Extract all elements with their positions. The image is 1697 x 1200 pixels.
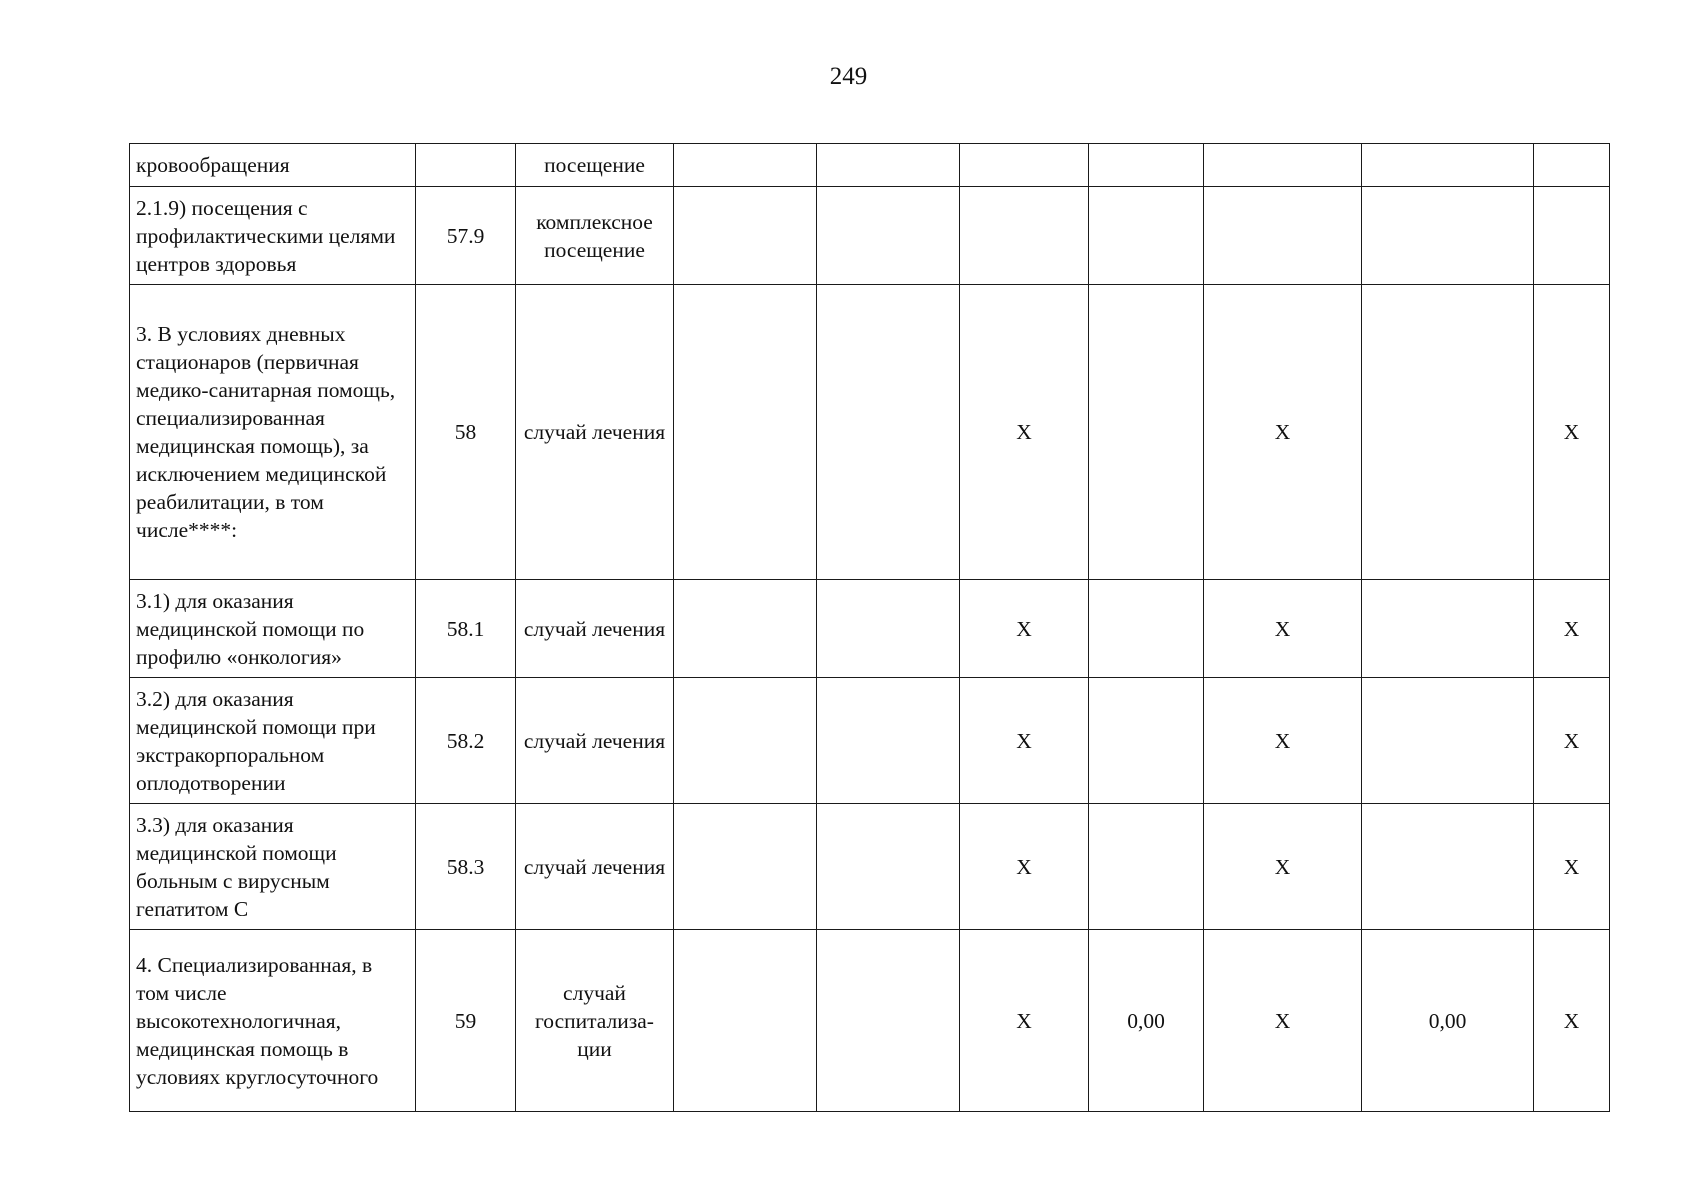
table-row bbox=[130, 930, 1610, 1112]
row-number-cell bbox=[416, 804, 516, 930]
value: X bbox=[1563, 1008, 1580, 1033]
value: X bbox=[1274, 1008, 1291, 1033]
value-cell bbox=[960, 678, 1089, 804]
table-row bbox=[130, 580, 1610, 678]
row-unit-cell bbox=[516, 804, 674, 930]
value-cell bbox=[1534, 804, 1610, 930]
row-name-cell bbox=[130, 187, 416, 285]
value-cell bbox=[817, 580, 960, 678]
value-cell bbox=[817, 678, 960, 804]
value-cell bbox=[674, 580, 817, 678]
row-name: 2.1.9) посещения с профилактическими целями центров здоровья bbox=[136, 195, 396, 276]
row-name: 3.3) для оказания медицинской помощи больным с вирусным гепатитом С bbox=[136, 812, 337, 921]
value-cell bbox=[817, 285, 960, 580]
table-body bbox=[130, 144, 1610, 1112]
value-cell bbox=[960, 187, 1089, 285]
row-unit-cell bbox=[516, 187, 674, 285]
row-number-cell bbox=[416, 580, 516, 678]
table-row bbox=[130, 804, 1610, 930]
value-cell bbox=[1204, 678, 1362, 804]
row-unit: случай лечения bbox=[523, 420, 666, 444]
value: X bbox=[1563, 420, 1580, 444]
value-cell bbox=[1362, 678, 1534, 804]
row-number-cell bbox=[416, 930, 516, 1112]
value-cell bbox=[1534, 580, 1610, 678]
row-name: 3.1) для оказания медицинской помощи по профилю «онкология» bbox=[136, 588, 365, 669]
value-cell bbox=[1089, 930, 1204, 1112]
value-cell bbox=[817, 144, 960, 187]
row-number: 57.9 bbox=[446, 223, 485, 248]
value-cell bbox=[1089, 187, 1204, 285]
value-cell bbox=[960, 804, 1089, 930]
value-cell bbox=[960, 144, 1089, 187]
value: X bbox=[1274, 854, 1291, 879]
value-cell bbox=[1362, 187, 1534, 285]
value-cell bbox=[1534, 187, 1610, 285]
row-number: 58.2 bbox=[446, 728, 485, 753]
value-cell bbox=[1204, 804, 1362, 930]
value: 0,00 bbox=[1428, 1008, 1467, 1033]
value: 0,00 bbox=[1127, 1008, 1165, 1033]
value-cell bbox=[1089, 580, 1204, 678]
row-unit-cell bbox=[516, 678, 674, 804]
value-cell bbox=[1534, 144, 1610, 187]
value: X bbox=[1016, 420, 1032, 444]
value-cell bbox=[960, 285, 1089, 580]
value-cell bbox=[1204, 285, 1362, 580]
row-number: 59 bbox=[454, 1008, 477, 1033]
value-cell bbox=[674, 804, 817, 930]
value-cell bbox=[674, 285, 817, 580]
value-cell bbox=[674, 187, 817, 285]
row-name: 3.2) для оказания медицинской помощи при экстракорпоральном оплодотворении bbox=[136, 686, 376, 795]
row-number-cell bbox=[416, 285, 516, 580]
value: X bbox=[1563, 616, 1580, 641]
value-cell bbox=[674, 144, 817, 187]
value-cell bbox=[1534, 678, 1610, 804]
page-number: 249 bbox=[829, 63, 868, 90]
row-unit-cell bbox=[516, 285, 674, 580]
value-cell bbox=[1204, 930, 1362, 1112]
budget-table bbox=[129, 143, 1610, 1112]
row-unit: случай лечения bbox=[523, 728, 666, 753]
value: X bbox=[1563, 854, 1580, 879]
row-name-cell bbox=[130, 285, 416, 580]
value-cell bbox=[1089, 285, 1204, 580]
row-unit: случай лечения bbox=[523, 616, 666, 641]
row-name-cell bbox=[130, 678, 416, 804]
value-cell bbox=[1089, 144, 1204, 187]
value: X bbox=[1563, 728, 1580, 753]
row-unit-cell bbox=[516, 580, 674, 678]
row-unit: посещение bbox=[544, 153, 645, 177]
value-cell bbox=[1204, 580, 1362, 678]
value-cell bbox=[1534, 285, 1610, 580]
value-cell bbox=[1089, 678, 1204, 804]
value-cell bbox=[674, 678, 817, 804]
value: X bbox=[1016, 1008, 1032, 1033]
value-cell bbox=[1089, 804, 1204, 930]
row-name-cell bbox=[130, 580, 416, 678]
value-cell bbox=[1362, 930, 1534, 1112]
row-name-cell bbox=[130, 144, 416, 187]
value-cell bbox=[1362, 804, 1534, 930]
table-row bbox=[130, 678, 1610, 804]
row-unit: случай госпитализа-ции bbox=[535, 980, 654, 1061]
value-cell bbox=[674, 930, 817, 1112]
value-cell bbox=[1534, 930, 1610, 1112]
table-row bbox=[130, 187, 1610, 285]
value-cell bbox=[1204, 187, 1362, 285]
table-row bbox=[130, 144, 1610, 187]
value: X bbox=[1274, 420, 1291, 444]
row-name-cell bbox=[130, 930, 416, 1112]
value-cell bbox=[960, 930, 1089, 1112]
value-cell bbox=[1362, 144, 1534, 187]
value-cell bbox=[960, 580, 1089, 678]
row-name-cell bbox=[130, 804, 416, 930]
value: X bbox=[1016, 616, 1032, 641]
row-name: кровообращения bbox=[136, 153, 290, 177]
row-unit-cell bbox=[516, 930, 674, 1112]
value: X bbox=[1016, 728, 1032, 753]
row-number-cell bbox=[416, 144, 516, 187]
row-unit-cell bbox=[516, 144, 674, 187]
row-name: 4. Специализированная, в том числе высокотехнологичная, медицинская помощь в условиях круглосуточного bbox=[136, 952, 379, 1089]
value-cell bbox=[817, 804, 960, 930]
row-unit: комплексное посещение bbox=[536, 209, 653, 262]
value-cell bbox=[817, 930, 960, 1112]
row-number: 58.1 bbox=[446, 616, 485, 641]
value: X bbox=[1274, 616, 1291, 641]
row-number-cell bbox=[416, 678, 516, 804]
value-cell bbox=[1362, 285, 1534, 580]
table-row bbox=[130, 285, 1610, 580]
value: X bbox=[1274, 728, 1291, 753]
value-cell bbox=[1362, 580, 1534, 678]
row-number-cell bbox=[416, 187, 516, 285]
row-number: 58 bbox=[454, 420, 477, 444]
row-number: 58.3 bbox=[446, 854, 485, 879]
value-cell bbox=[1204, 144, 1362, 187]
row-name: 3. В условиях дневных стационаров (первичная медико-санитарная помощь, специализированная медицинская помощь), за исключением медицинской реабилитации, в том числе****: bbox=[136, 322, 396, 542]
row-unit: случай лечения bbox=[523, 854, 666, 879]
value: X bbox=[1016, 854, 1032, 879]
value-cell bbox=[817, 187, 960, 285]
